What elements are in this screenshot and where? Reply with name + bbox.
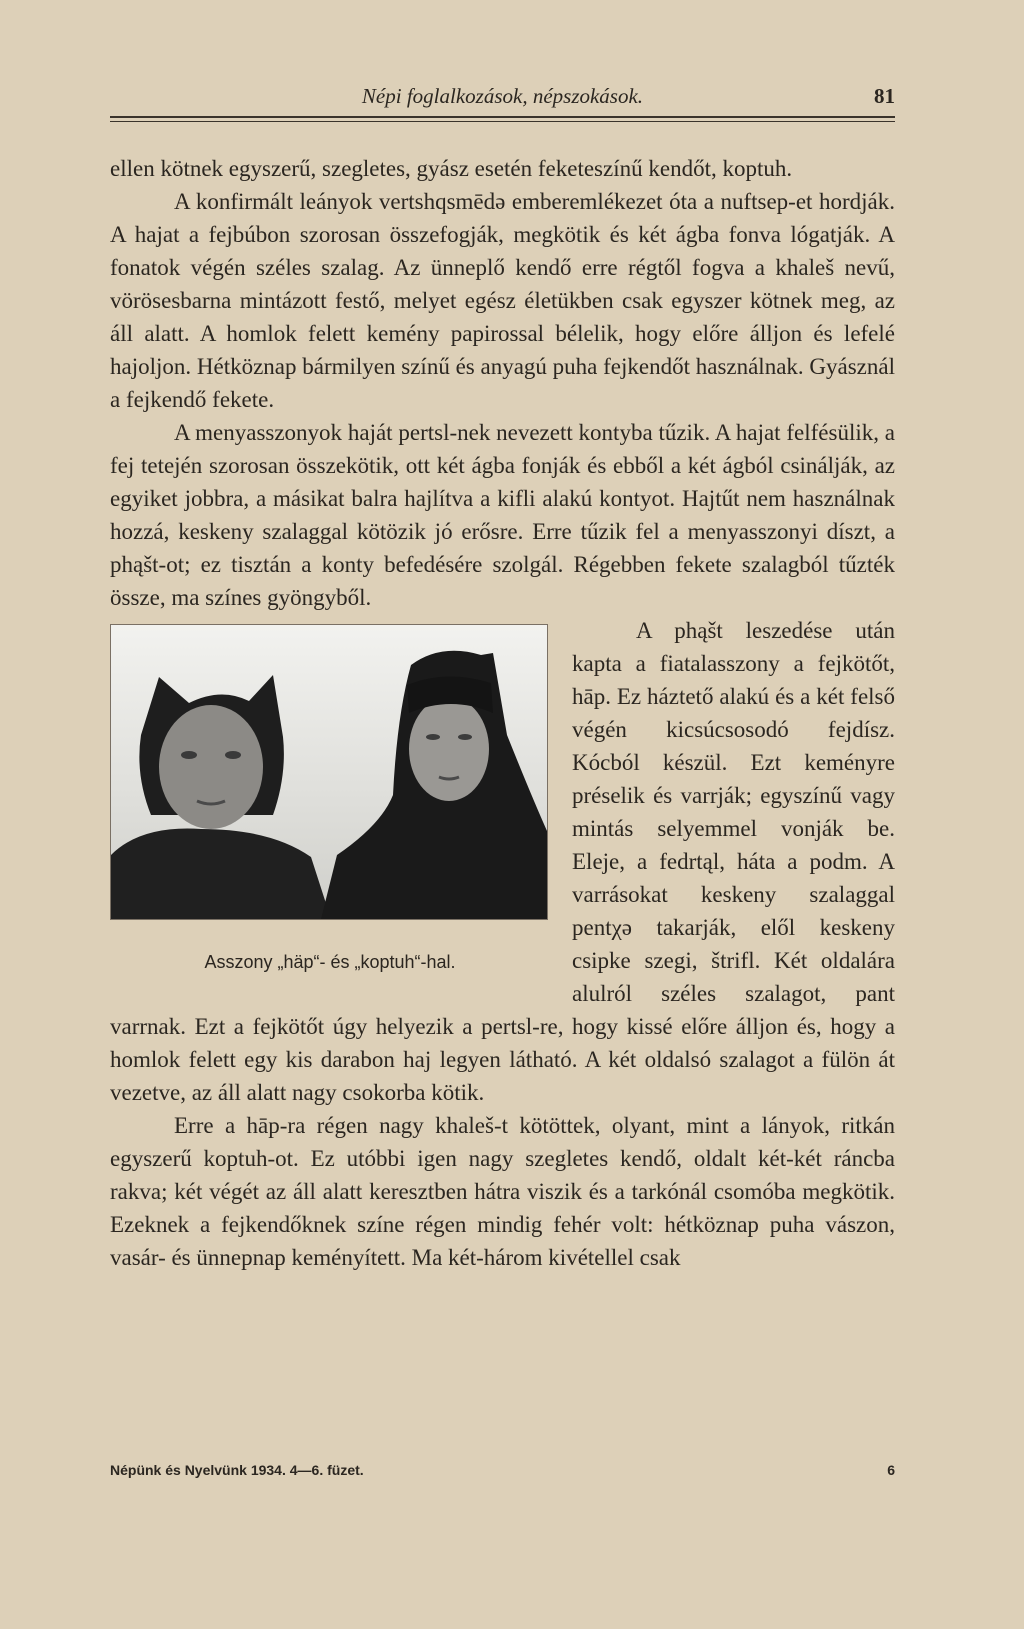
figure-caption: Asszony „häp“- és „koptuh“-hal. [204,952,456,972]
paragraph: A konfirmált leányok vertshqsmēdə emberemlékezet óta a nuftsep-et hordják. A hajat a fejbúbon szorosan összefogják, megkötik és két ágba fonva lógatják. A fonatok végén széles szalag. Az ünneplő kendő erre régtől fogva a khaleš nevű, vörösesbarna mintázott festő, melyet egész életükben csak egyszer kötnek meg, az áll alatt. A homlok felett kemény papirossal bélelik, hogy előre álljon és lefelé hajoljon. Hétköznap bármilyen színű és anyagú puha fejkendőt használnak. Gyásznál a fejkendő fekete. [110,189,895,412]
paragraph: ellen kötnek egyszerű, szegletes, gyász esetén feketeszínű kendőt, koptuh. [110,156,793,181]
footer-source: Népünk és Nyelvünk 1934. 4—6. füzet. [110,1462,364,1478]
paragraph: Erre a hāp-ra régen nagy khaleš-t kötöttek, olyant, mint a lányok, ritkán egyszerű koptuh-ot. Ez utóbbi igen nagy szegletes kendő, oldalt két-két ráncba rakva; két végét az áll alatt keresztben hátra viszik és a tarkónál csomóba megkötik. Ezeknek a fejkendőknek színe régen mindig fehér volt: hétköznap puha vászon, vasár- és ünnepnap keményített. Ma két-három kivétellel csak [110,1113,895,1270]
header-rule [110,116,895,118]
page-footer [110,1462,895,1478]
running-title: Népi foglalkozások, népszokások. [361,84,644,108]
page-number: 81 [874,84,895,108]
running-header [110,84,895,114]
portrait-photo [110,624,548,920]
photo-illustration [111,625,547,919]
paragraph: A phąšt leszedése után kapta a fiatalasszony a fejkötőt, hāp. Ez háztető alakú és a két felső végén kicsúcsosodó fejdísz. Kócból készül. Ezt keményre préselik és varrják; egyszínű vagy mintás selyemmel vonják be. Eleje, a fedrtąl, háta a podm. A varrásokat keskeny szalaggal pentχə takarják, elől keskeny csipke szegi, štrifl. Két oldalára alulról széles szalagot, pant varrnak. Ezt a fejkötőt úgy helyezik a pertsl-re, hogy kissé előre álljon és, hogy a homlok felett egy kis darabon haj legyen látható. A két oldalsó szalagot a fülön át vezetve, az áll alatt nagy csokorba kötik. [110,618,895,1105]
body-text [110,152,895,1274]
figure [110,624,550,998]
header-rule-thin [110,121,895,122]
signature-number: 6 [887,1462,895,1478]
paragraph: A menyasszonyok haját pertsl-nek nevezett kontyba tűzik. A hajat felfésülik, a fej tetején szorosan összekötik, ott két ágba fonják és ebből a két ágból csinálják, az egyiket jobbra, a másikat balra hajlítva a kifli alakú kontyot. Hajtűt nem használnak hozzá, keskeny szalaggal kötözik jó erősre. Erre tűzik fel a menyasszonyi díszt, a phąšt-ot; ez tisztán a konty befedésére szolgál. Régebben fekete szalagból tűzték össze, ma színes gyöngyből. [110,420,895,610]
